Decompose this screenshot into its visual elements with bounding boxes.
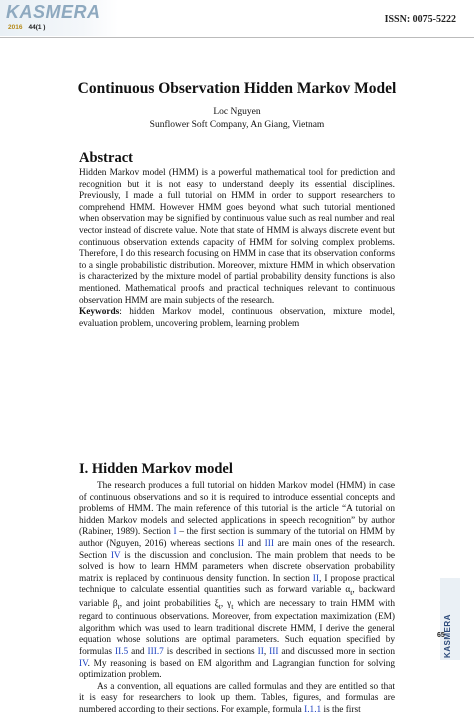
subscript: t bbox=[350, 588, 353, 598]
section-ref-link[interactable]: III bbox=[269, 647, 279, 658]
section-ref-link[interactable]: II bbox=[312, 573, 319, 584]
paper-affiliation: Sunflower Soft Company, An Giang, Vietnam bbox=[149, 120, 325, 130]
subscript: t bbox=[117, 601, 120, 611]
journal-volume-line bbox=[8, 24, 45, 31]
abstract-heading: Abstract bbox=[79, 150, 133, 166]
section-ref-link[interactable]: II bbox=[257, 647, 264, 658]
journal-logo-text: KASMERA bbox=[6, 2, 101, 22]
text-run: are main ones of the research. Section bbox=[79, 538, 395, 561]
text-run: is described in sections bbox=[163, 647, 258, 658]
issn-label: ISSN: 0075-5222 bbox=[384, 14, 456, 25]
section-ref-link[interactable]: II bbox=[237, 538, 244, 549]
journal-side-tab-text: KASMERA bbox=[443, 614, 452, 658]
journal-header bbox=[0, 0, 474, 38]
page-number: 65 bbox=[437, 632, 445, 639]
header-divider bbox=[0, 37, 474, 38]
text-run: which are necessary to train HMM with regard to continuous observations. Moreover, from expectation maximization (EM) algorithm which was used to learn traditional discrete HMM, I derive the general equation whose solutions are optimal parameters. Such equation specified by formulas bbox=[79, 598, 395, 658]
keywords-label: Keywords bbox=[79, 307, 120, 318]
text-run: is the discussion and conclusion. The main problem that needs to be solved is how to learn HMM parameters when discrete observation probability matrix is replaced by continuous density function. In section bbox=[79, 550, 395, 584]
formula-ref-link[interactable]: II.5 bbox=[115, 647, 129, 658]
text-run: is the first bbox=[321, 705, 361, 715]
section-1-paragraph-1 bbox=[79, 481, 395, 682]
text-run: . My reasoning is based on EM algorithm and Lagrangian function for solving optimization problem. bbox=[79, 658, 395, 681]
journal-logo bbox=[0, 0, 118, 36]
formula-ref-link[interactable]: I.1.1 bbox=[304, 705, 322, 715]
text-run: – the first section is summary of the tutorial on HMM by author (Nguyen, 2016) whereas sections bbox=[79, 527, 395, 549]
abstract-body bbox=[79, 168, 395, 330]
text-run: , and joint probabilities ξ bbox=[119, 598, 219, 609]
section-ref-link[interactable]: I bbox=[173, 527, 177, 538]
section-ref-link[interactable]: IV bbox=[110, 550, 121, 561]
text-run: , γ bbox=[220, 598, 232, 609]
text-run: The research produces a full tutorial on hidden Markov model (HMM) in case of continuous observations and so it is required to introduce essential concepts and problems of HMM. The main reference of this tutorial is the article “A tutorial on hidden Markov models and selected applications in speech recognition” by author (Rabiner, 1989). Section bbox=[79, 481, 395, 538]
section-1-paragraph-2 bbox=[79, 682, 395, 717]
section-ref-link[interactable]: IV bbox=[79, 658, 88, 669]
section-1-body bbox=[79, 481, 395, 717]
text-run: and bbox=[243, 538, 265, 549]
journal-year: 2016 bbox=[8, 24, 23, 31]
text-run: and bbox=[128, 647, 148, 658]
text-run: and discussed more in section bbox=[278, 647, 395, 658]
abstract-text: Hidden Markov model (HMM) is a powerful mathematical tool for prediction and recognition but it is not easy to understand deeply its essential disciplines. Previously, I made a full tutorial on HMM in order to support researchers to comprehend HMM. However HMM goes beyond what such tutorial mentioned when observation may be signified by continuous value such as real number and real vector instead of discrete value. Note that state of HMM is always discrete event but continuous observation extends capacity of HMM for solving complex problems. Therefore, I do this research focusing on HMM in case that its observation conforms to a single probabilistic distribution. Moreover, mixture HMM in which observation is characterized by the mixture model of partial probability density functions is also mentioned. Mathematical proofs and practical techniques relevant to continuous observation HMM are main subjects of the research. bbox=[79, 168, 395, 306]
subscript: t bbox=[231, 601, 234, 611]
keywords-line bbox=[79, 307, 395, 330]
section-1-heading: I. Hidden Markov model bbox=[79, 461, 233, 477]
journal-volume: 44(1 ) bbox=[28, 24, 46, 31]
text-run: As a convention, all equations are called formulas and they are entitled so that it is easy for researchers to look up them. Tables, figures, and formulas are numbered according to their sections. For example, formula bbox=[79, 681, 395, 715]
subscript: t bbox=[218, 601, 221, 611]
keywords-text: : hidden Markov model, continuous observation, mixture model, evaluation problem, uncovering problem, learning problem bbox=[79, 307, 395, 329]
formula-ref-link[interactable]: III.7 bbox=[147, 647, 164, 658]
text-run: , I propose practical technique to calculate essential quantities such as forward variable α bbox=[79, 573, 395, 596]
section-ref-link[interactable]: III bbox=[264, 538, 274, 549]
paper-title: Continuous Observation Hidden Markov Model bbox=[77, 80, 397, 97]
text-run: , backward variable β bbox=[79, 585, 395, 609]
text-run: , bbox=[263, 647, 270, 658]
paper-author: Loc Nguyen bbox=[213, 107, 261, 117]
